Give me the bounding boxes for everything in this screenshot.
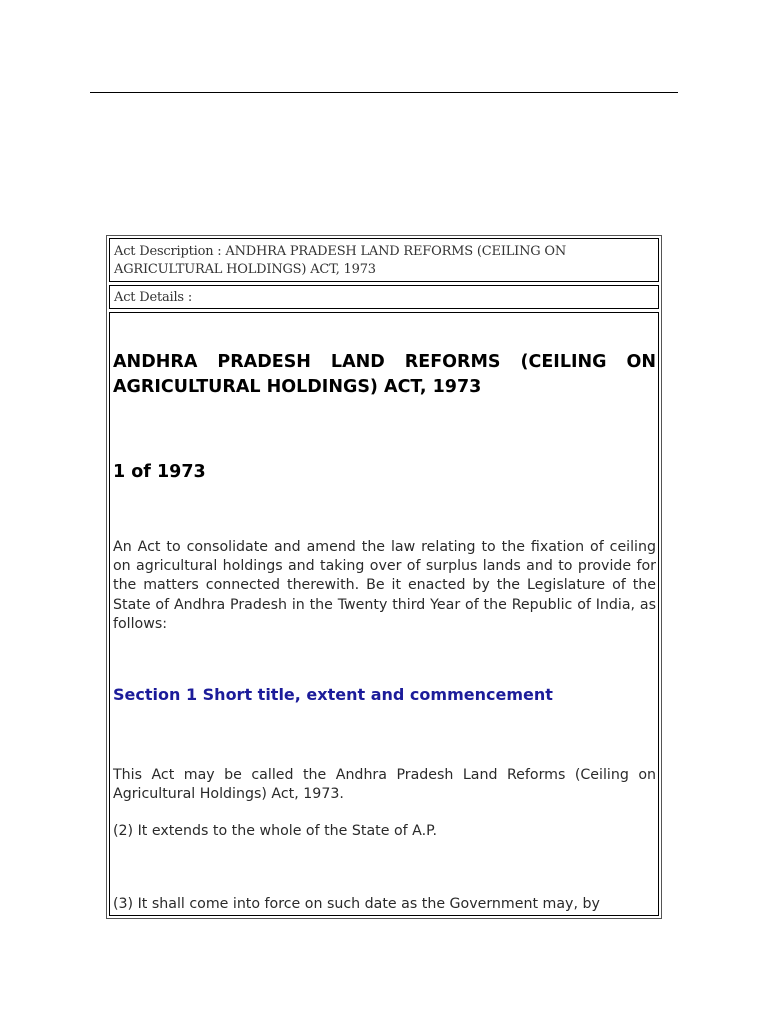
section-paragraph-short-title: This Act may be called the Andhra Pradesh Land Reforms (Ceiling on Agricultural Holdings) Act, 1973. [113,767,656,803]
act-description-label: Act Description : [114,244,222,259]
section-1-title: Section 1 Short title, extent and commencement [113,685,553,704]
act-details-body-cell [109,312,659,916]
act-description-cell [109,238,659,282]
top-horizontal-rule [90,92,678,93]
section-paragraph-extent: (2) It extends to the whole of the State of A.P. [113,823,437,839]
act-description-value: ANDHRA PRADESH LAND REFORMS (CEILING ON AGRICULTURAL HOLDINGS) ACT, 1973 [114,244,567,277]
section-paragraph-commencement: (3) It shall come into force on such date as the Government may, by [113,896,600,912]
act-number: 1 of 1973 [113,462,206,482]
act-details-label-cell [109,285,659,309]
act-details-label: Act Details : [114,290,193,305]
act-preamble: An Act to consolidate and amend the law relating to the fixation of ceiling on agricultural holdings and taking over of surplus lands and to provide for the matters connected therewith. Be it enacted by the Legislature of the State of Andhra Pradesh in the Twenty third Year of the Republic of India, as follows: [113,539,656,632]
act-table [106,235,662,919]
act-title: ANDHRA PRADESH LAND REFORMS (CEILING ON AGRICULTURAL HOLDINGS) ACT, 1973 [113,352,656,397]
